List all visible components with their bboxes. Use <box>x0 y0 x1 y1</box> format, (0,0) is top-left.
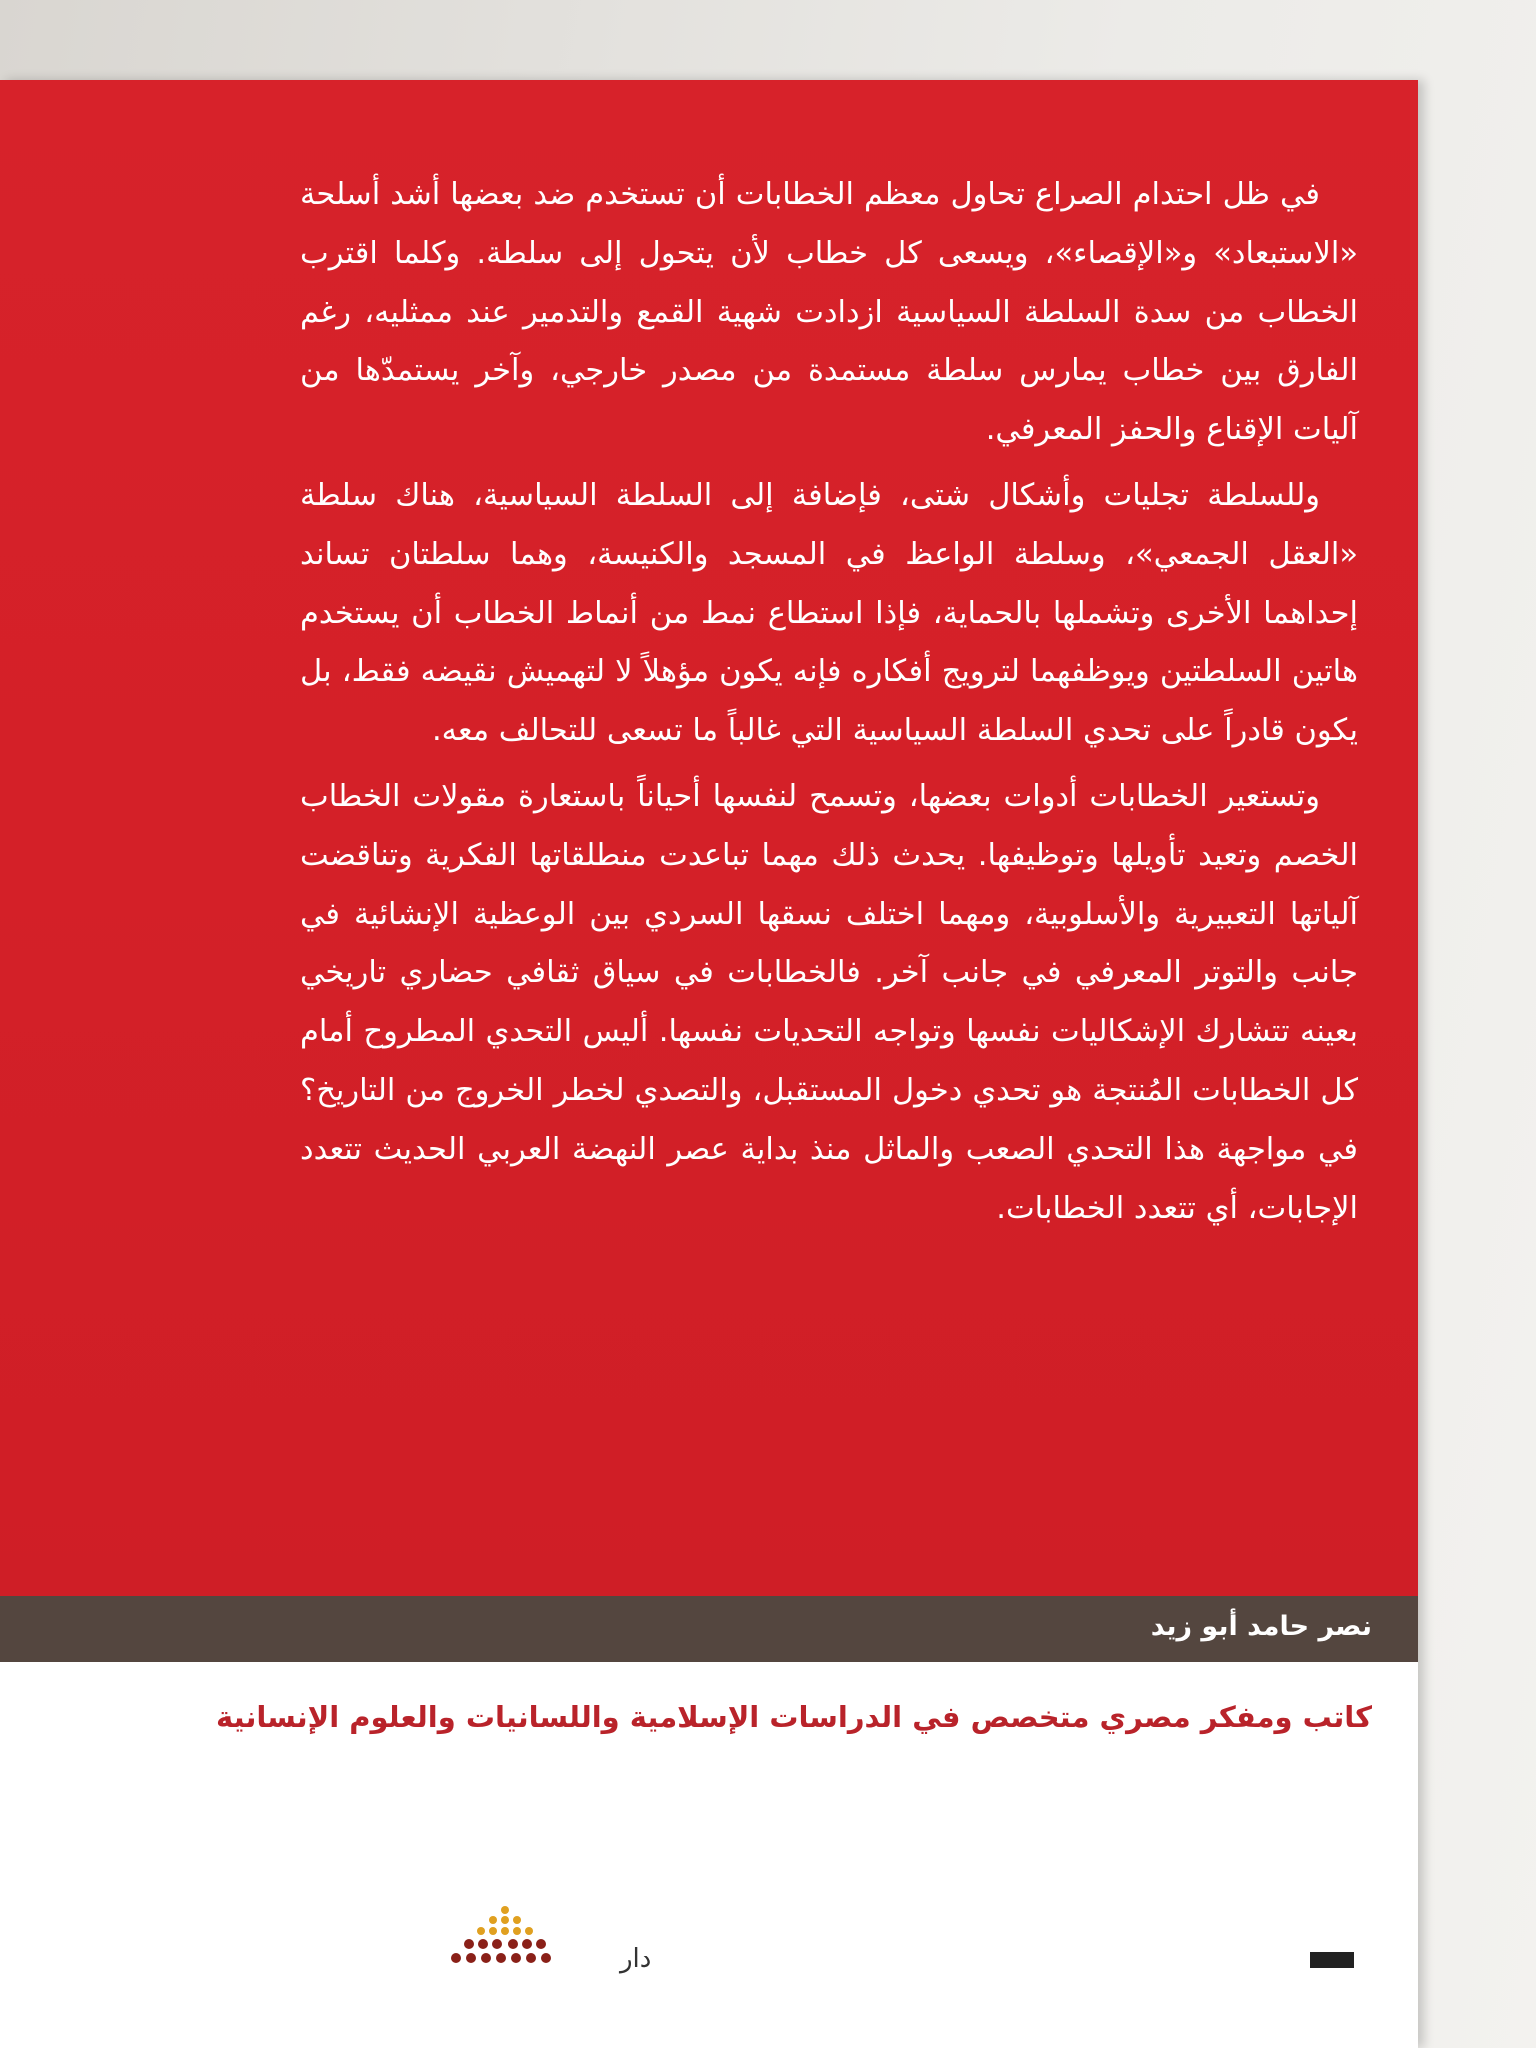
publisher-logo-icon <box>420 1900 590 1968</box>
blurb-paragraph-3: وتستعير الخطابات أدوات بعضها، وتسمح لنفسها أحياناً باستعارة مقولات الخطاب الخصم وتعيد تأويلها وتوظيفها. يحدث ذلك مهما تباعدت منطلقاتها الفكرية وتناقضت آلياتها التعبيرية والأسلوبية، ومهما اختلف نسقها السردي بين الوعظية الإنشائية في جانب والتوتر المعرفي في جانب آخر. فالخطابات في سياق ثقافي حضاري تاريخي بعينه تتشارك الإشكاليات نفسها وتواجه التحديات نفسها. أليس التحدي المطروح أمام كل الخطابات المُنتجة هو تحدي دخول المستقبل، والتصدي لخطر الخروج من التاريخ؟ في مواجهة هذا التحدي الصعب والماثل منذ بداية عصر النهضة العربي الحديث تتعدد الإجابات، أي تتعدد الخطابات. <box>300 778 1358 1226</box>
blurb-paragraph-1: في ظل احتدام الصراع تحاول معظم الخطابات أن تستخدم ضد بعضها أشد أسلحة «الاستبعاد» و«الإقصاء»، ويسعى كل خطاب لأن يتحول إلى سلطة. وكلما اقترب الخطاب من سدة السلطة السياسية ازدادت شهية القمع والتدمير عند ممثليه، رغم الفارق بين خطاب يمارس سلطة مستمدة من مصدر خارجي، وآخر يستمدّها من آليات الإقناع والحفز المعرفي. <box>300 177 1358 448</box>
corner-mark <box>1310 1952 1354 1968</box>
author-bar <box>0 1596 1418 1662</box>
author-description: كاتب ومفكر مصري متخصص في الدراسات الإسلامية واللسانيات والعلوم الإنسانية <box>216 1700 1372 1734</box>
blurb-paragraph-2: وللسلطة تجليات وأشكال شتى، فإضافة إلى السلطة السياسية، هناك سلطة «العقل الجمعي»، وسلطة الواعظ في المسجد والكنيسة، وهما سلطتان تساند إحداهما الأخرى وتشملها بالحماية، فإذا استطاع نمط من أنماط الخطاب أن يستخدم هاتين السلطتين ويوظفهما لترويج أفكاره فإنه يكون مؤهلاً لا لتهميش نقيضه فقط، بل يكون قادراً على تحدي السلطة السياسية التي غالباً ما تسعى للتحالف معه. <box>300 477 1358 749</box>
book-back-cover <box>0 80 1418 2048</box>
blurb-panel <box>0 80 1418 1596</box>
publisher-name: دار <box>620 1944 652 1974</box>
blurb-text <box>300 166 1358 1245</box>
author-name: نصر حامد أبو زيد <box>1150 1611 1372 1642</box>
